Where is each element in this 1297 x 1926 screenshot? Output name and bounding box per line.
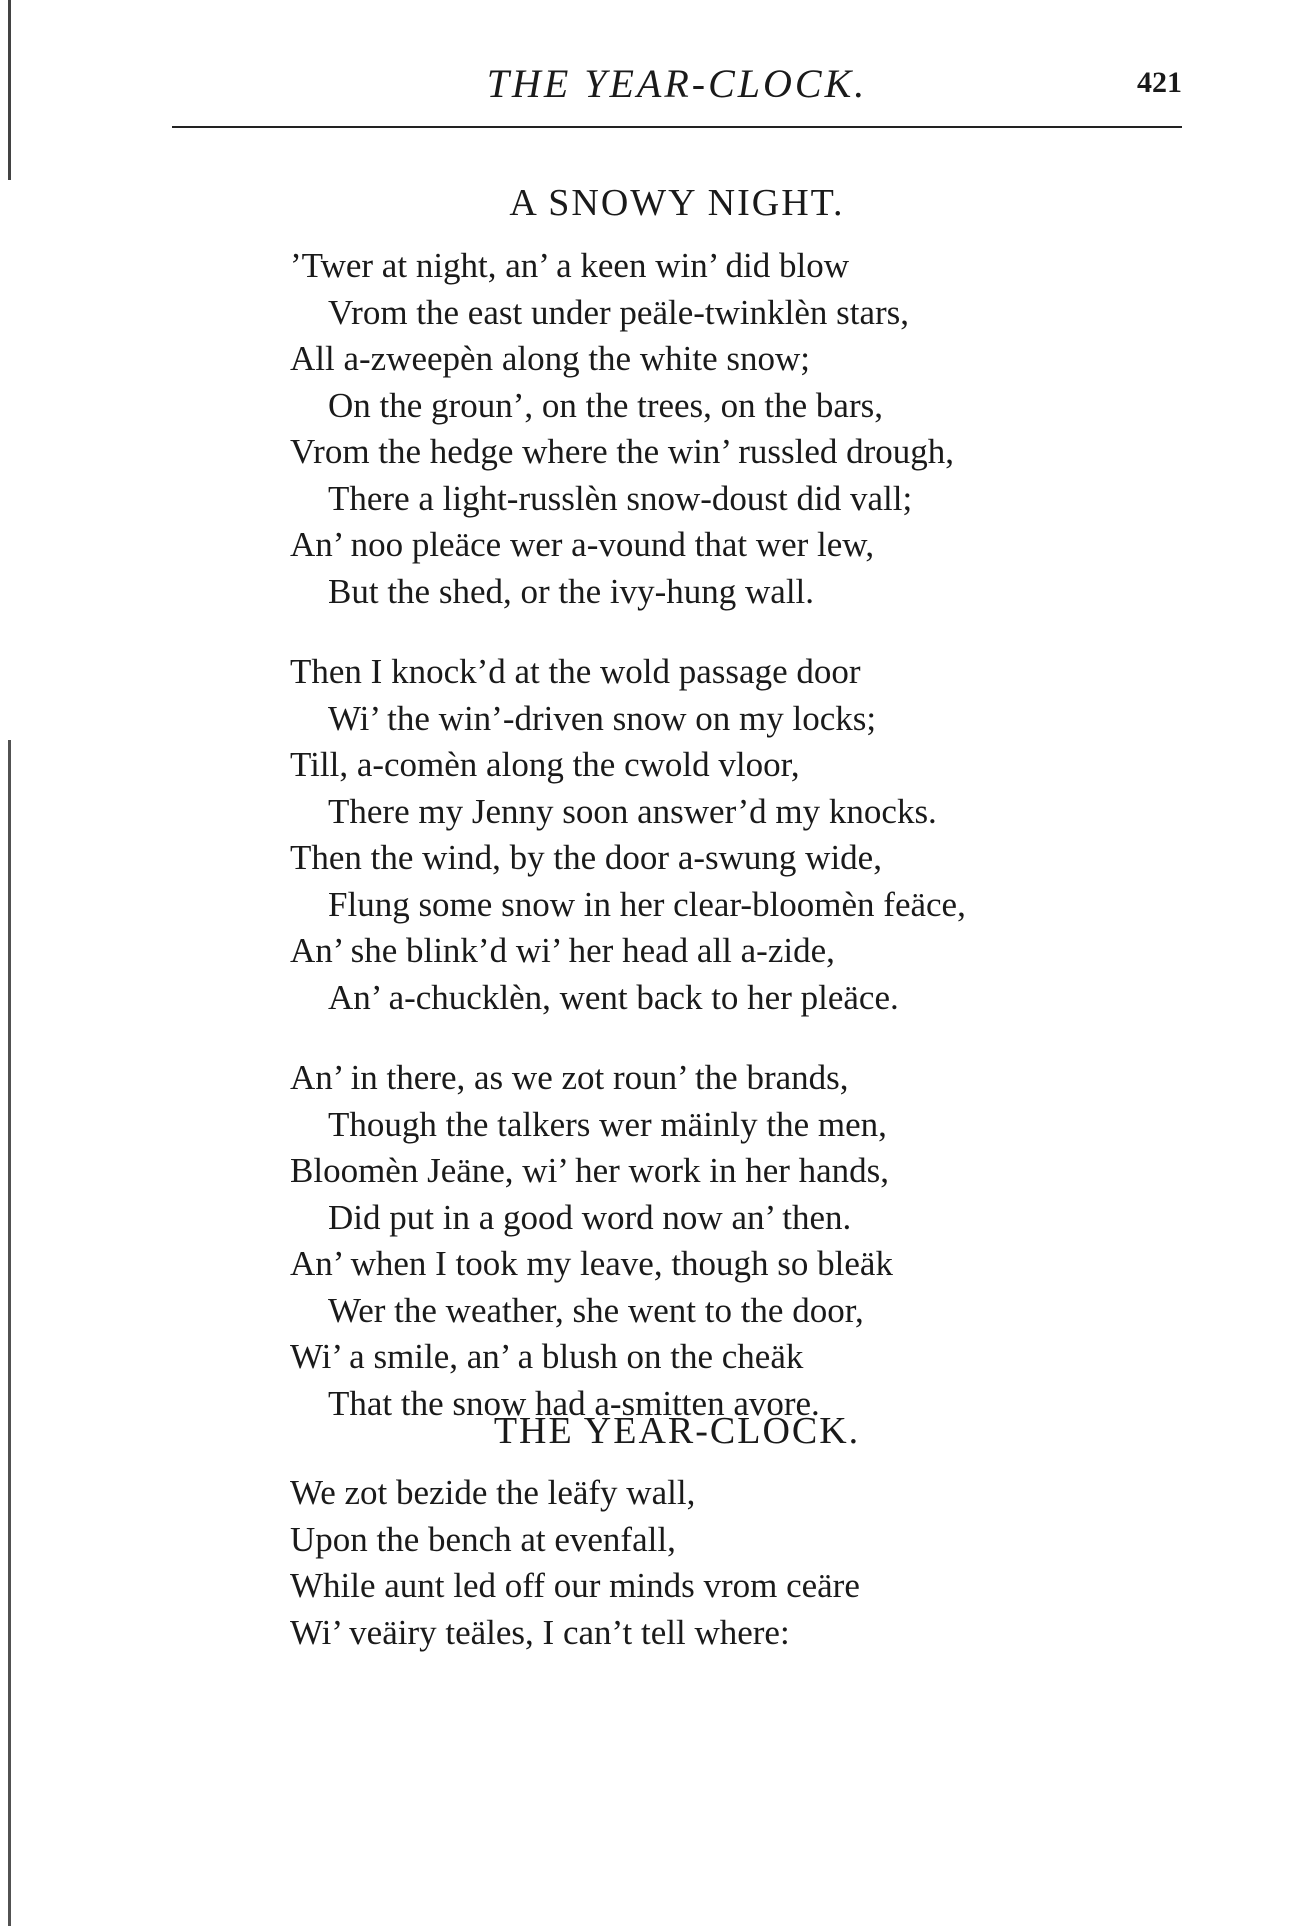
poem-line: On the groun’, on the trees, on the bars, (328, 385, 883, 425)
poem-line: An’ she blink’d wi’ her head all a-zide, (290, 931, 835, 970)
poem-line: Then I knock’d at the wold passage door (290, 652, 861, 691)
poem-line: Though the talkers wer mäinly the men, (328, 1104, 887, 1144)
poem-line: Then the wind, by the door a-swung wide, (290, 838, 882, 877)
poem-title-year-clock: THE YEAR-CLOCK. (493, 1410, 861, 1452)
running-title: THE YEAR-CLOCK. (486, 61, 868, 106)
poem-line: ’Twer at night, an’ a keen win’ did blow (290, 246, 849, 285)
poem-line: There my Jenny soon answer’d my knocks. (328, 791, 937, 831)
poem-line: But the shed, or the ivy-hung wall. (328, 571, 815, 611)
poem-line: That the snow had a-smitten avore. (328, 1383, 820, 1423)
poem-line: Till, a-comèn along the cwold vloor, (290, 745, 800, 784)
poem-line: Vrom the hedge where the win’ russled drough, (290, 432, 955, 471)
page-number: 421 (1137, 66, 1182, 99)
stanza-2 (290, 649, 1190, 1021)
poem-line: Did put in a good word now an’ then. (328, 1197, 852, 1237)
poem-title-snowy-night: A SNOWY NIGHT. (509, 182, 845, 224)
poem-line: Wi’ veäiry teäles, I can’t tell where: (290, 1612, 790, 1652)
poem-line: We zot bezide the leäfy wall, (290, 1473, 696, 1512)
poem-line: An’ in there, as we zot roun’ the brands, (290, 1058, 849, 1097)
stanza-1 (290, 1470, 1190, 1656)
poem-year-clock (290, 1470, 1190, 1690)
page-binding-edge (8, 0, 11, 1926)
poem-line: Upon the bench at evenfall, (290, 1519, 676, 1559)
header-rule (172, 126, 1182, 128)
poem-line: Bloomèn Jeäne, wi’ her work in her hands, (290, 1151, 890, 1190)
poem-line: There a light-russlèn snow-doust did vall; (328, 478, 913, 518)
poem-line: Wi’ a smile, an’ a blush on the cheäk (290, 1337, 804, 1376)
poem-line: An’ when I took my leave, though so bleäk (290, 1244, 893, 1283)
poem-line: Wi’ the win’-driven snow on my locks; (328, 698, 877, 738)
poem-line: All a-zweepèn along the white snow; (290, 339, 810, 378)
poem-line: Wer the weather, she went to the door, (328, 1290, 864, 1330)
poem-line: An’ noo pleäce wer a-vound that wer lew, (290, 525, 875, 564)
stanza-1 (290, 243, 1190, 615)
stanza-3 (290, 1055, 1190, 1427)
poem-line: While aunt led off our minds vrom ceäre (290, 1566, 860, 1605)
poem-line: Vrom the east under peäle-twinklèn stars, (328, 292, 910, 332)
poem-line: Flung some snow in her clear-bloomèn feäce, (328, 884, 966, 924)
poem-snowy-night (290, 243, 1190, 1461)
page-header (172, 60, 1182, 116)
poem-line: An’ a-chucklèn, went back to her pleäce. (328, 977, 899, 1017)
